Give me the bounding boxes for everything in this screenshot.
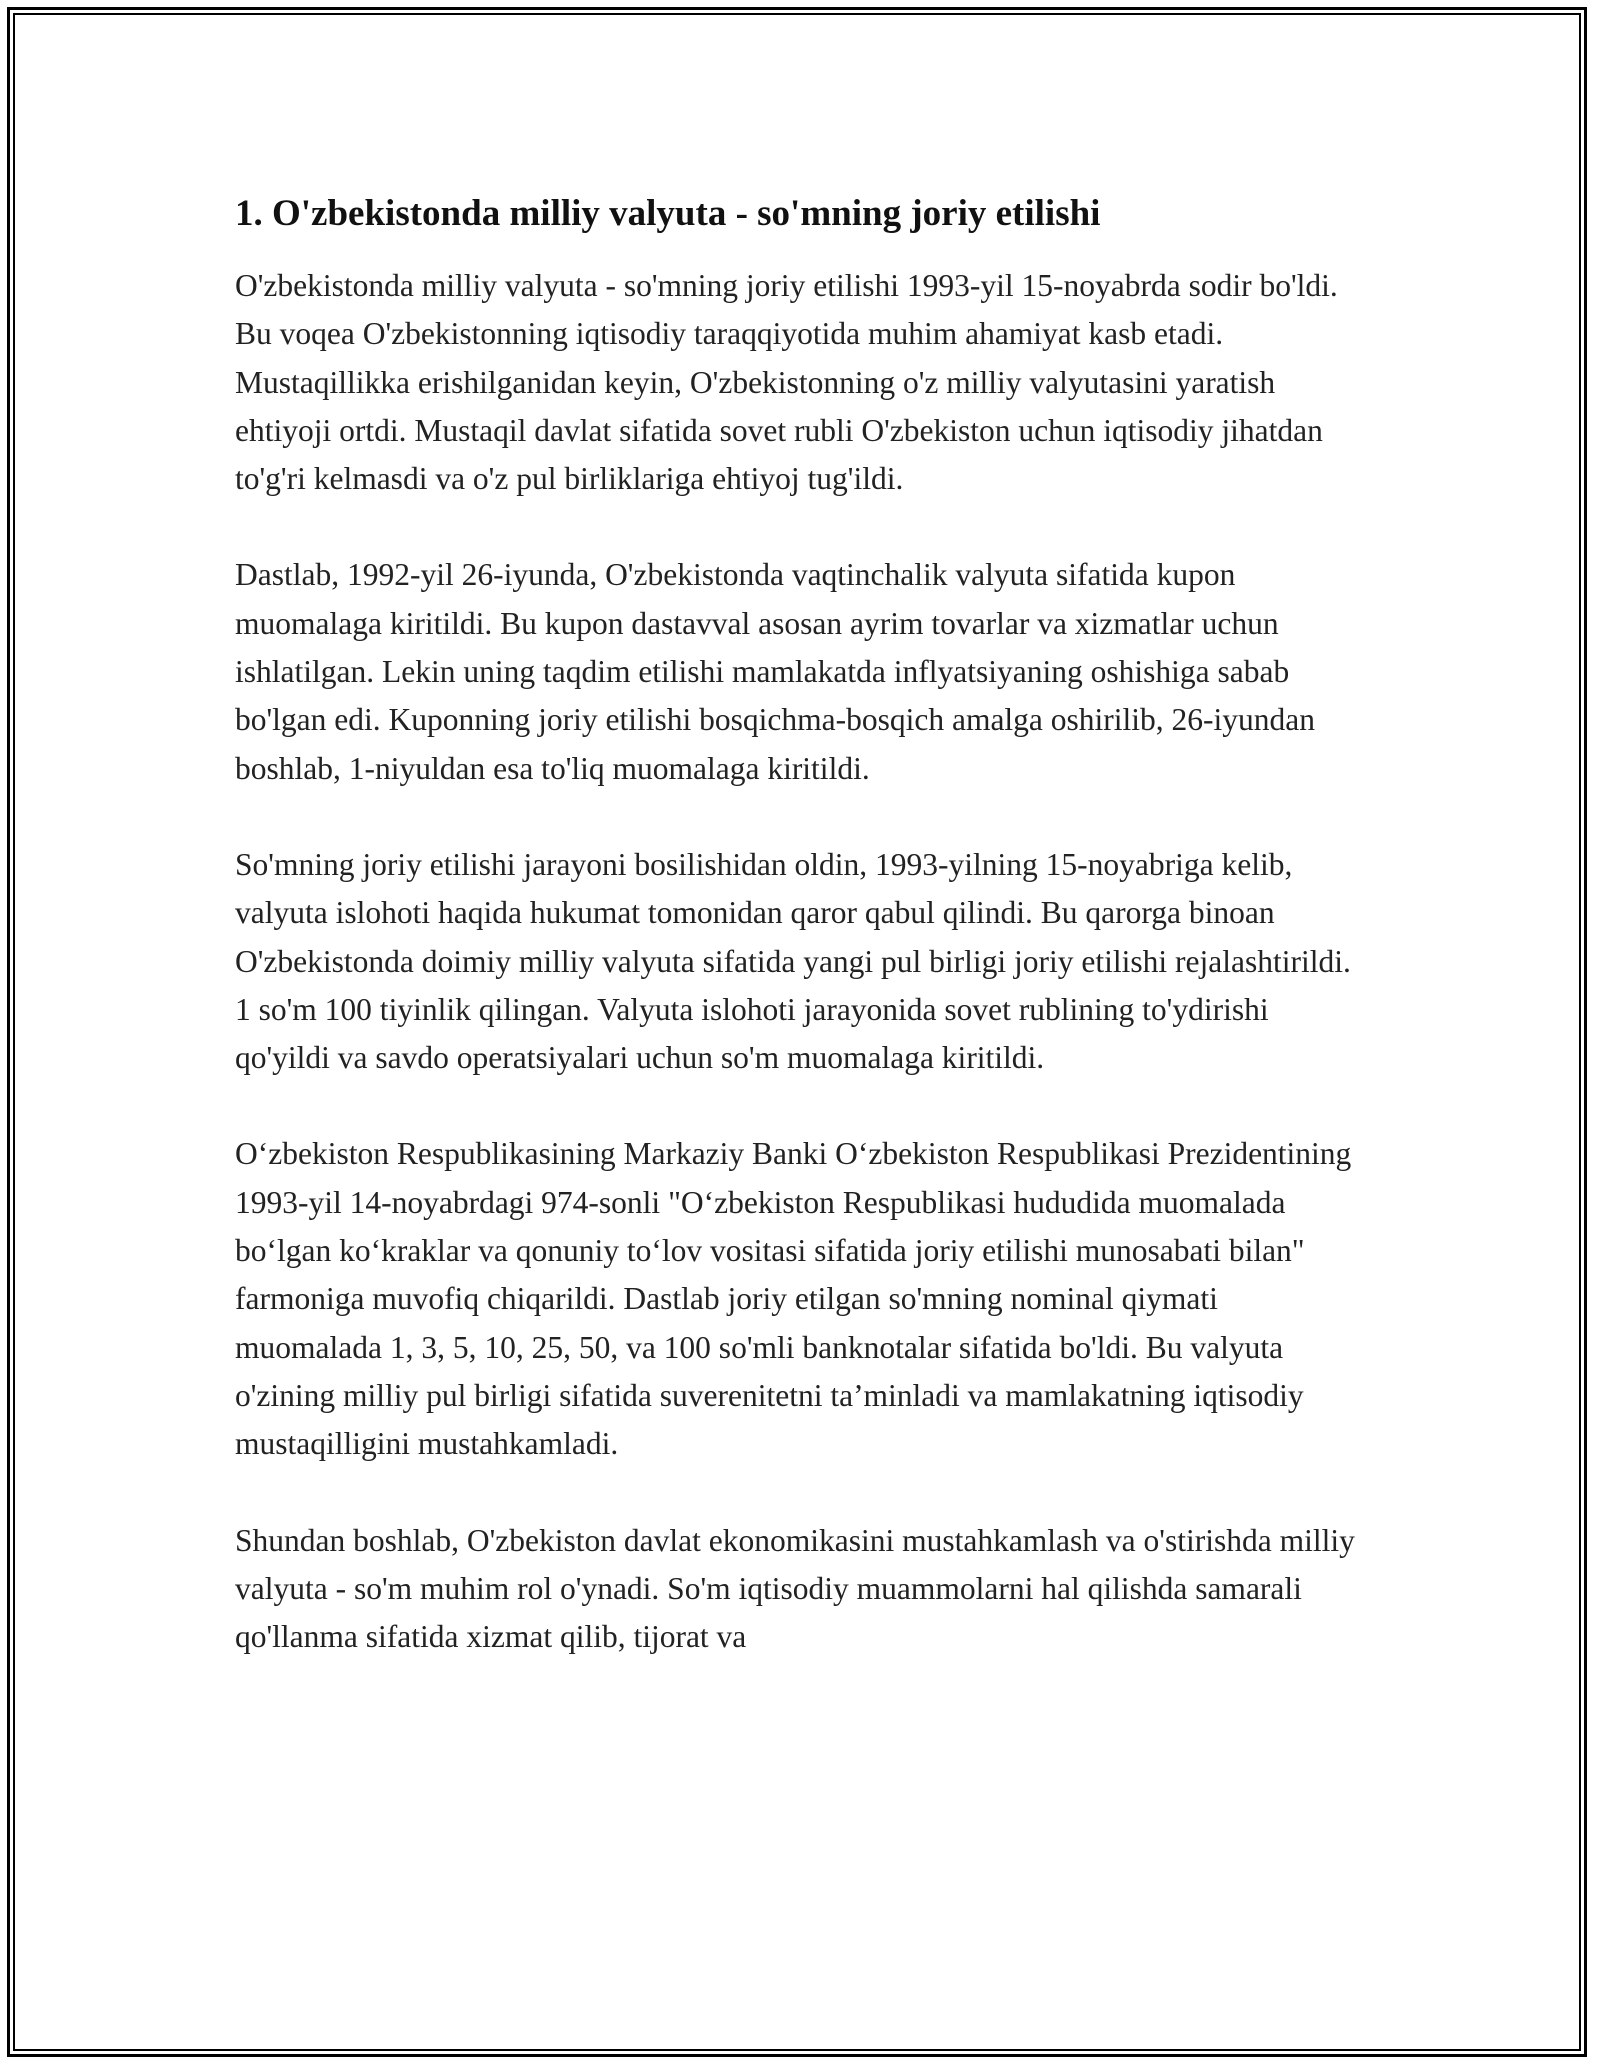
paragraph: O'zbekistonda milliy valyuta - so'mning joriy etilishi 1993-yil 15-noyabrda sodir bo'ldi. Bu voqea O'zbekistonning iqtisodiy taraqqiyotida muhim ahamiyat kasb etadi. Mustaqillikka erishilganidan keyin, O'zbekistonning o'z milliy valyutasini yaratish ehtiyoji ortdi. Mustaqil davlat sifatida sovet rubli O'zbekiston uchun iqtisodiy jihatdan to'g'ri kelmasdi va o'z pul birliklariga ehtiyoj tug'ildi. [235, 268, 1338, 497]
document-page [235, 190, 1365, 1661]
paragraph: Shundan boshlab, O'zbekiston davlat ekonomikasini mustahkamlash va o'stirishda milliy valyuta - so'm muhim rol o'ynadi. So'm iqtisodiy muammolarni hal qilishda samarali qo'llanma sifatida xizmat qilib, tijorat va [235, 1522, 1355, 1655]
document-title: 1. O'zbekistonda milliy valyuta - so'mning joriy etilishi [235, 193, 1101, 234]
paragraph: Dastlab, 1992-yil 26-iyunda, O'zbekistonda vaqtinchalik valyuta sifatida kupon muomalaga kiritildi. Bu kupon dastavval asosan ayrim tovarlar va xizmatlar uchun ishlatilgan. Lekin uning taqdim etilishi mamlakatda inflyatsiyaning oshishiga sabab bo'lgan edi. Kuponning joriy etilishi bosqichma-bosqich amalga oshirilib, 26-iyundan boshlab, 1-niyuldan esa to'liq muomalaga kiritildi. [235, 557, 1316, 786]
paragraph: O‘zbekiston Respublikasining Markaziy Banki O‘zbekiston Respublikasi Prezidentining 1993-yil 14-noyabrdagi 974-sonli "O‘zbekiston Respublikasi hududida muomalada bo‘lgan ko‘kraklar va qonuniy to‘lov vositasi sifatida joriy etilishi munosabati bilan" farmoniga muvofiq chiqarildi. Dastlab joriy etilgan so'mning nominal qiymati muomalada 1, 3, 5, 10, 25, 50, va 100 so'mli banknotalar sifatida bo'ldi. Bu valyuta o'zining milliy pul birligi sifatida suverenitetni ta’minladi va mamlakatning iqtisodiy mustaqilligini mustahkamladi. [235, 1136, 1352, 1462]
paragraph: So'mning joriy etilishi jarayoni bosilishidan oldin, 1993-yilning 15-noyabriga kelib, valyuta islohoti haqida hukumat tomonidan qaror qabul qilindi. Bu qarorga binoan O'zbekistonda doimiy milliy valyuta sifatida yangi pul birligi joriy etilishi rejalashtirildi. 1 so'm 100 tiyinlik qilingan. Valyuta islohoti jarayonida sovet rublining to'ydirishi qo'yildi va savdo operatsiyalari uchun so'm muomalaga kiritildi. [235, 846, 1351, 1076]
